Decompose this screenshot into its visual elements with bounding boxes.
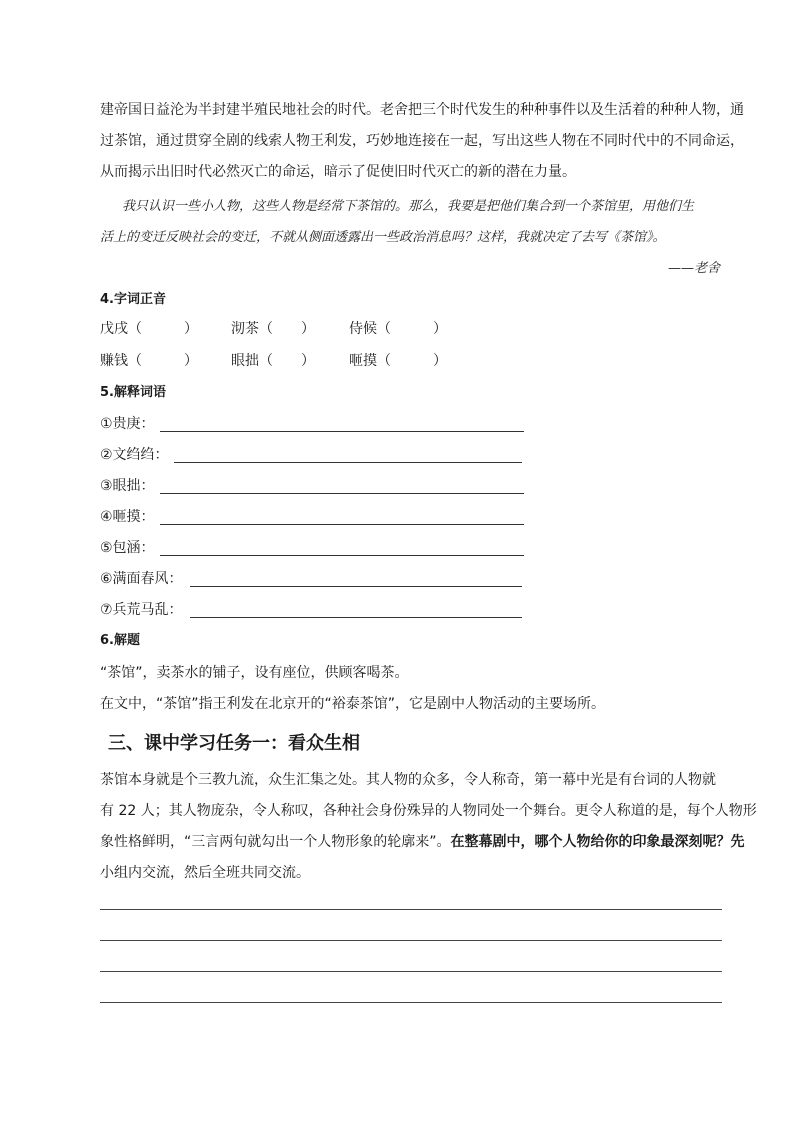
section3-line-2: 有 22 人；其人物庞杂，令人称叹，各种社会身份殊异的人物同处一个舞台。更令人称道的是，每个人物形 xyxy=(100,803,757,819)
pronunciation-item: 侍候（ ） xyxy=(349,321,447,337)
definition-term: ③眼拙： xyxy=(100,478,155,494)
intro-line-2: 过茶馆，通过贯穿全剧的线索人物王利发，巧妙地连接在一起，写出这些人物在不同时代中的不同命运， xyxy=(100,133,744,149)
definition-item xyxy=(100,506,524,528)
section3-line-3-text: 象性格鲜明，“三言两句就勾出一个人物形象的轮廓来”。 xyxy=(100,834,451,850)
answer-line[interactable] xyxy=(100,1002,722,1003)
intro-line-3: 从而揭示出旧时代必然灭亡的命运，暗示了促使旧时代灭亡的新的潜在力量。 xyxy=(100,164,576,180)
section5-heading: 5.解释词语 xyxy=(100,385,166,400)
section3-line-4: 小组内交流，然后全班共同交流。 xyxy=(100,865,310,881)
section3-line-3 xyxy=(100,827,745,858)
answer-line[interactable] xyxy=(100,909,722,910)
answer-blank[interactable] xyxy=(160,555,524,556)
definition-item xyxy=(100,413,524,435)
definition-item xyxy=(100,537,524,559)
definition-term: ②文绉绉： xyxy=(100,447,169,463)
pronunciation-item: 咂摸（ ） xyxy=(349,353,447,369)
definition-item xyxy=(100,599,524,621)
definition-item xyxy=(100,444,524,466)
pronunciation-item: 眼拙（ ） xyxy=(231,353,315,369)
definition-term: ⑦兵荒马乱： xyxy=(100,602,183,618)
pronunciation-item: 赚钱（ ） xyxy=(100,353,198,369)
answer-blank[interactable] xyxy=(160,431,524,432)
pronunciation-item: 沏茶（ ） xyxy=(231,321,315,337)
quote-line-1: 我只认识一些小人物，这些人物是经常下茶馆的。那么，我要是把他们集合到一个茶馆里，用他们生 xyxy=(122,199,695,214)
answer-blank[interactable] xyxy=(190,617,522,618)
section6-line-2: 在文中，“茶馆”指王利发在北京开的“裕泰茶馆”，它是剧中人物活动的主要场所。 xyxy=(100,696,606,712)
answer-line[interactable] xyxy=(100,971,722,972)
answer-blank[interactable] xyxy=(160,524,524,525)
definition-term: ①贵庚： xyxy=(100,416,155,432)
answer-blank[interactable] xyxy=(160,493,524,494)
definition-item xyxy=(100,568,524,590)
section6-heading: 6.解题 xyxy=(100,633,140,648)
definition-term: ⑤包涵： xyxy=(100,540,155,556)
definition-term: ④咂摸： xyxy=(100,509,155,525)
definition-item xyxy=(100,475,524,497)
pronunciation-item: 戊戌（ ） xyxy=(100,321,198,337)
section3-heading: 三、课中学习任务一：看众生相 xyxy=(108,733,360,754)
quote-line-2: 活上的变迁反映社会的变迁，不就从侧面透露出一些政治消息吗？这样，我就决定了去写《茶馆》。 xyxy=(100,230,666,245)
definition-term: ⑥满面春风： xyxy=(100,571,183,587)
section4-heading: 4.字词正音 xyxy=(100,292,166,307)
quote-attribution: ——老舍 xyxy=(668,261,721,276)
section3-line-1: 茶馆本身就是个三教九流，众生汇集之处。其人物的众多，令人称奇，第一幕中光是有台词的人物就 xyxy=(100,772,716,788)
intro-line-1: 建帝国日益沦为半封建半殖民地社会的时代。老舍把三个时代发生的种种事件以及生活着的种种人物，通 xyxy=(100,102,744,118)
section3-question: 在整幕剧中，哪个人物给你的印象最深刻呢？先 xyxy=(450,834,745,850)
answer-blank[interactable] xyxy=(174,462,522,463)
answer-blank[interactable] xyxy=(190,586,522,587)
section6-line-1: “茶馆”，卖茶水的铺子，设有座位，供顾客喝茶。 xyxy=(100,665,409,681)
answer-line[interactable] xyxy=(100,940,722,941)
